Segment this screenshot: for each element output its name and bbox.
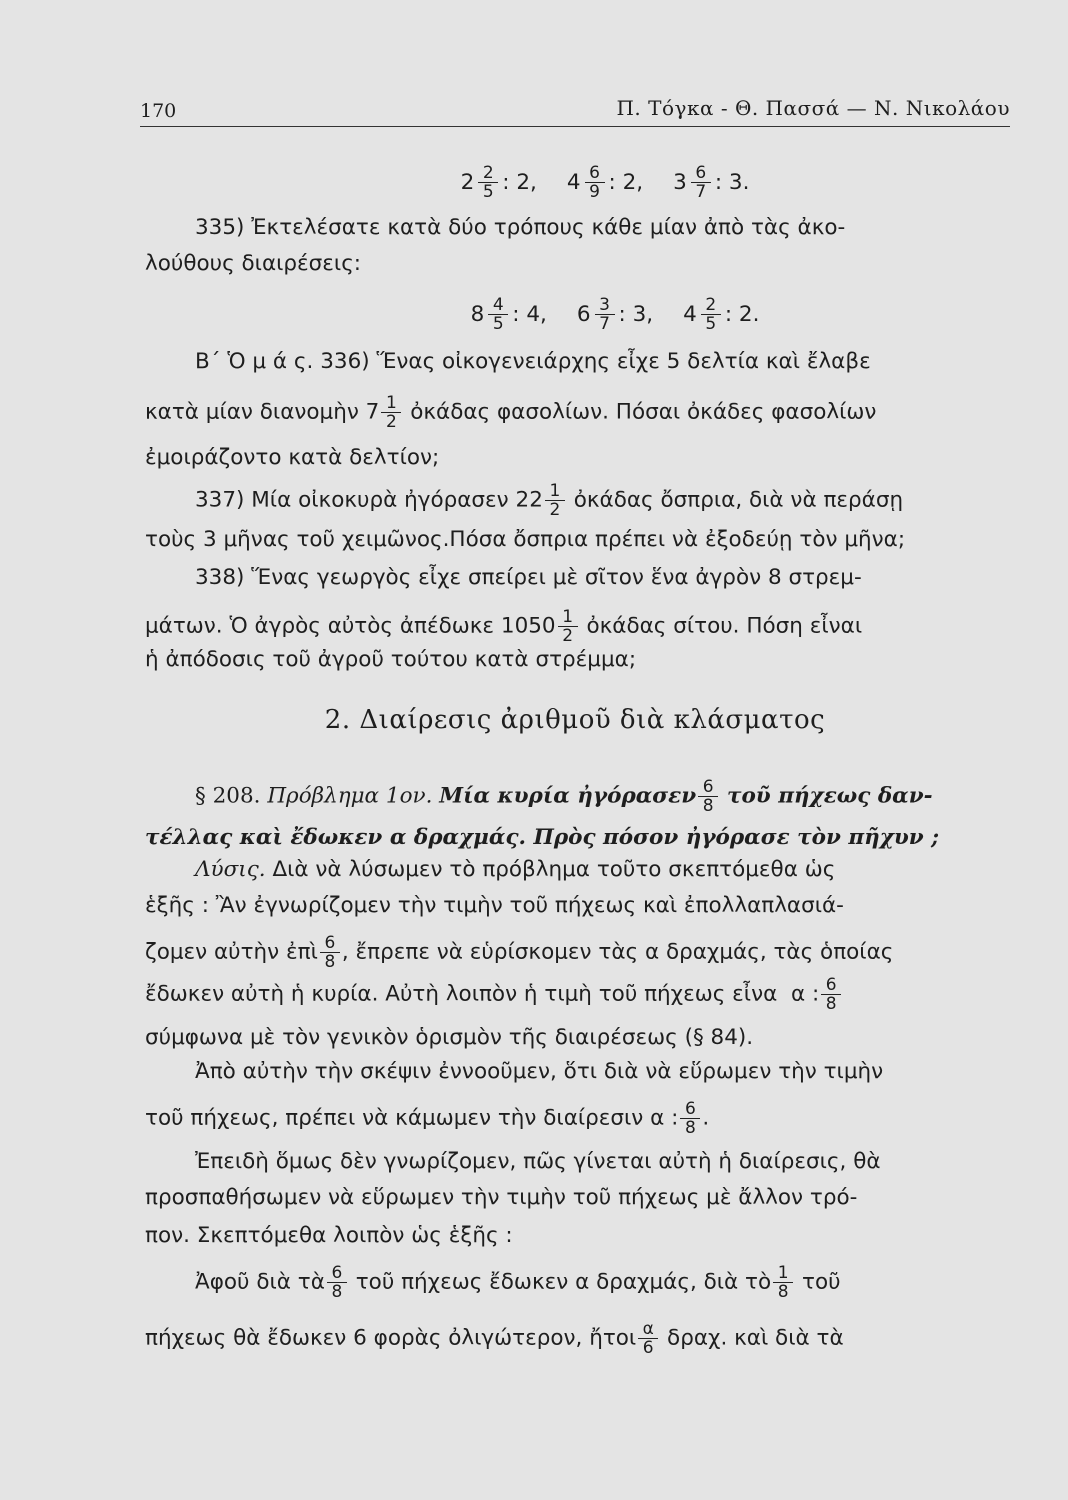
page-number: 170 — [140, 100, 177, 122]
fraction: $\frac{6}{8}$ — [680, 1100, 700, 1137]
fraction: $\frac{6}{8}$ — [821, 976, 841, 1013]
fraction: $\frac{6}{7}$ — [691, 164, 711, 201]
problem-208-line-2: τέλλας καὶ ἔδωκεν α δραχμάς. Πρὸς πόσον ἠγόρασε τὸν πῆχυν ; — [145, 825, 940, 850]
solution-line-4: ἔδωκεν αὐτὴ ἡ κυρία. Αὐτὴ λοιπὸν ἡ τιμὴ τοῦ πήχεως εἶνα α : $\frac{6}{8}$ — [145, 976, 843, 1013]
exercise-335-line-1: 335) Ἐκτελέσατε κατὰ δύο τρόπους κάθε μίαν ἀπὸ τὰς ἀκο- — [195, 215, 846, 240]
fraction: $\frac{6}{9}$ — [585, 164, 605, 201]
mixed-division-expr: 6 $\frac{3}{7}$ : 3, — [576, 295, 654, 334]
solution-line-9: προσπαθήσωμεν νὰ εὕρωμεν τὴν τιμὴν τοῦ πήχεως μὲ ἄλλον τρό- — [145, 1185, 858, 1210]
solution-line-7: τοῦ πήχεως, πρέπει νὰ κάμωμεν τὴν διαίρεσιν α : $\frac{6}{8}$ . — [145, 1099, 710, 1138]
page-header — [140, 92, 1010, 127]
solution-line-5: σύμφωνα μὲ τὸν γενικὸν ὁρισμὸν τῆς διαιρέσεως (§ 84). — [145, 1025, 754, 1050]
fraction: $\frac{1}{2}$ — [545, 482, 565, 519]
fraction: $\frac{1}{2}$ — [381, 394, 401, 431]
solution-line-12: πήχεως θὰ ἔδωκεν 6 φορὰς ὀλιγώτερον, ἤτοι $\frac{\alpha}{6}$ δραχ. καὶ διὰ τὰ — [145, 1319, 844, 1358]
solution-line-3: ζομεν αὐτὴν ἐπὶ $\frac{6}{8}$ , ἔπρεπε νὰ εὑρίσκομεν τὰς α δραχμάς, τὰς ὁποίας — [145, 933, 894, 972]
solution-line-6: Ἀπὸ αὐτὴν τὴν σκέψιν ἐννοοῦμεν, ὅτι διὰ νὰ εὕρωμεν τὴν τιμὴν — [195, 1059, 884, 1084]
mixed-division-expr: 3 $\frac{6}{7}$ : 3. — [673, 163, 750, 202]
solution-line-8: Ἐπειδὴ ὅμως δὲν γνωρίζομεν, πῶς γίνεται αὐτὴ ἡ διαίρεσις, θὰ — [195, 1149, 881, 1174]
fraction: $\frac{2}{5}$ — [701, 296, 721, 333]
exercise-338-line-1: 338) Ἕνας γεωργὸς εἶχε σπείρει μὲ σῖτον ἕνα ἀγρὸν 8 στρεμ- — [195, 565, 862, 590]
fraction: $\frac{1}{8}$ — [773, 1264, 793, 1301]
exercise-337-line-2: τοὺς 3 μῆνας τοῦ χειμῶνος.Πόσα ὄσπρια πρέπει νὰ ἐξοδεύῃ τὸν μῆνα; — [145, 527, 906, 552]
solution-label: Λύσις. — [195, 857, 266, 882]
mixed-division-expr: 8 $\frac{4}{5}$ : 4, — [470, 295, 547, 334]
fraction: $\frac{2}{5}$ — [478, 164, 498, 201]
solution-line-1: Λύσις. Διὰ νὰ λύσωμεν τὸ πρόβλημα τοῦτο σκεπτόμεθα ὡς — [195, 857, 836, 882]
exercise-336-line-3: ἐμοιράζοντο κατὰ δελτίον; — [145, 445, 440, 470]
fraction: $\frac{\alpha}{6}$ — [638, 1320, 658, 1357]
exercise-336-line-2: κατὰ μίαν διανομὴν 7 $\frac{1}{2}$ ὀκάδας φασολίων. Πόσαι ὀκάδες φασολίων — [145, 393, 877, 432]
fraction: $\frac{4}{5}$ — [488, 296, 508, 333]
exercise-expressions-1 — [145, 164, 1035, 201]
exercise-338-line-2: μάτων. Ὁ ἀγρὸς αὐτὸς ἀπέδωκε 1050 $\frac{1}{2}$ ὀκάδας σίτου. Πόση εἶναι — [145, 607, 863, 646]
solution-line-11: Ἀφοῦ διὰ τὰ $\frac{6}{8}$ τοῦ πήχεως ἔδωκεν α δραχμάς, διὰ τὸ $\frac{1}{8}$ τοῦ — [195, 1263, 841, 1302]
exercise-337-line-1: 337) Μία οἰκοκυρὰ ἠγόρασεν 22 $\frac{1}{2}$ ὀκάδας ὄσπρια, διὰ νὰ περάσῃ — [195, 481, 904, 520]
exercise-338-line-3: ἡ ἀπόδοσις τοῦ ἀγροῦ τούτου κατὰ στρέμμα; — [145, 647, 637, 672]
fraction: $\frac{1}{2}$ — [558, 608, 578, 645]
solution-line-2: ἑξῆς : Ἂν ἐγνωρίζομεν τὴν τιμὴν τοῦ πήχεως καὶ ἐπολλαπλασιά- — [145, 893, 844, 918]
fraction: $\frac{6}{8}$ — [698, 778, 718, 815]
section-title: 2. Διαίρεσις ἀριθμοῦ διὰ κλάσματος — [324, 705, 826, 735]
fraction: $\frac{6}{8}$ — [320, 934, 340, 971]
mixed-division-expr: 2 $\frac{2}{5}$ : 2, — [460, 163, 537, 202]
fraction: $\frac{6}{8}$ — [327, 1264, 347, 1301]
exercise-expressions-2 — [145, 296, 1045, 333]
exercise-336-line-1: Β΄ Ὁ μ ά ς. 336) Ἕνας οἰκογενειάρχης εἶχε 5 δελτία καὶ ἔλαβε — [195, 349, 871, 374]
problem-208-line-1: § 208. Πρόβλημα 1ον. Μία κυρία ἠγόρασεν $\frac{6}{8}$ τοῦ πήχεως δαν- — [195, 777, 933, 816]
solution-line-10: πον. Σκεπτόμεθα λοιπὸν ὡς ἑξῆς : — [145, 1223, 513, 1248]
fraction: $\frac{3}{7}$ — [595, 296, 615, 333]
running-head: Π. Τόγκα - Θ. Πασσά — Ν. Νικολάου — [616, 96, 1010, 120]
mixed-division-expr: 4 $\frac{6}{9}$ : 2, — [566, 163, 644, 202]
mixed-division-expr: 4 $\frac{2}{5}$ : 2. — [683, 295, 760, 334]
exercise-335-line-2: λούθους διαιρέσεις: — [145, 251, 362, 276]
